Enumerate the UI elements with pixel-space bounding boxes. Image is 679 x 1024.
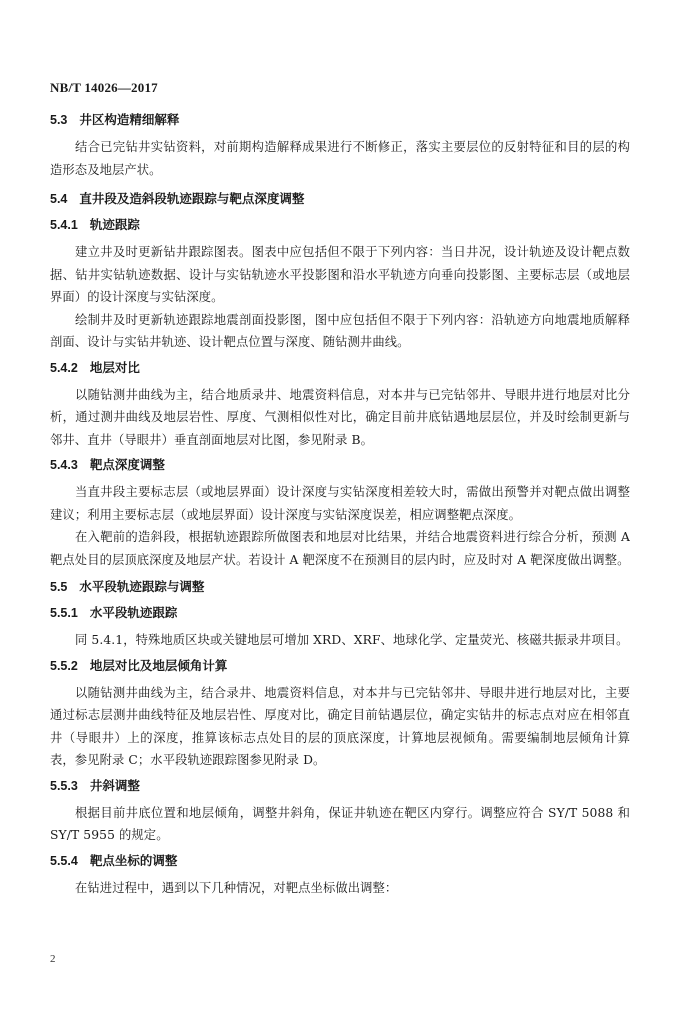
page-number: 2 — [50, 953, 56, 965]
page-content — [50, 110, 630, 899]
section-heading-5-4-1 — [50, 217, 630, 233]
standard-code: NB/T 14026—2017 — [50, 80, 158, 95]
section-title: 水平段轨迹跟踪 — [89, 605, 178, 620]
section-title: 靶点深度调整 — [89, 457, 165, 472]
section-heading-5-5-1 — [50, 605, 630, 621]
section-title: 地层对比及地层倾角计算 — [89, 657, 228, 673]
section-number: 5.3 — [50, 113, 68, 127]
section-number: 5.5.4 — [50, 853, 78, 868]
section-number: 5.4 — [50, 192, 68, 206]
section-number: 5.5 — [50, 580, 68, 594]
section-title: 井斜调整 — [89, 777, 140, 793]
section-number: 5.5.1 — [50, 606, 78, 620]
section-number: 5.4.1 — [50, 218, 78, 232]
section-heading-5-4-3 — [50, 457, 630, 473]
section-title: 直井段及造斜段轨迹跟踪与靶点深度调整 — [79, 191, 305, 206]
section-heading-5-5-3 — [50, 778, 630, 794]
section-heading-5-3 — [50, 112, 630, 128]
paragraph-5-5-4-1: 在钻进过程中，遇到以下几种情况，对靶点坐标做出调整： — [75, 880, 398, 895]
section-number: 5.4.3 — [50, 458, 78, 472]
section-title: 井区构造精细解释 — [79, 112, 180, 127]
section-number: 5.4.2 — [50, 360, 78, 375]
section-title: 轨迹跟踪 — [89, 217, 140, 232]
section-heading-5-5-4 — [50, 853, 630, 869]
section-number: 5.5.3 — [50, 778, 78, 793]
section-heading-5-5-2 — [50, 658, 630, 674]
section-title: 靶点坐标的调整 — [89, 852, 178, 868]
section-title: 水平段轨迹跟踪与调整 — [79, 579, 205, 594]
section-heading-5-5 — [50, 579, 630, 595]
paragraph-5-3-1: 结合已完钻井实钻资料，对前期构造解释成果进行不断修正，落实主要层位的反射特征和目的层的构造形态及地层产状。 — [50, 140, 630, 177]
paragraph-5-4-2-1: 以随钻测井曲线为主，结合地质录井、地震资料信息，对本井与已完钻邻井、导眼井进行地层对比分析，通过测井曲线及地层岩性、厚度、气测相似性对比，确定目前井底钻遇地层层位，并及时绘制更新与邻井、直井（导眼井）垂直剖面地层对比图，参见附录 B。 — [50, 387, 630, 447]
paragraph-5-4-3-2: 在入靶前的造斜段，根据轨迹跟踪所做图表和地层对比结果，并结合地震资料进行综合分析，预测 A 靶点处目的层顶底深度及地层产状。若设计 A 靶深度不在预测目的层内时，应及时对 A 靶深度做出调整。 — [50, 530, 630, 567]
section-heading-5-4 — [50, 191, 630, 207]
paragraph-5-5-1-1: 同 5.4.1，特殊地质区块或关键地层可增加 XRD、XRF、地球化学、定量荧光、核磁共振录井项目。 — [75, 633, 629, 647]
paragraph-5-5-3-1: 根据目前井底位置和地层倾角，调整井斜角，保证井轨迹在靶区内穿行。调整应符合 SY/T 5088 和 SY/T 5955 的规定。 — [50, 805, 630, 842]
section-heading-5-4-2 — [50, 360, 630, 376]
section-number: 5.5.2 — [50, 658, 78, 673]
paragraph-5-5-2-1: 以随钻测井曲线为主，结合录井、地震资料信息，对本井与已完钻邻井、导眼井进行地层对比，主要通过标志层测井曲线特征及地层岩性、厚度对比，确定目前钻遇层位，确定实钻井的标志点对应在相邻直井（导眼井）上的深度，推算该标志点处目的层的顶底深度，计算地层视倾角。需要编制地层倾角计算表，参见附录 C；水平段轨迹跟踪图参见附录 D。 — [50, 685, 630, 767]
paragraph-5-4-1-1: 建立井及时更新钻井跟踪图表。图表中应包括但不限于下列内容：当日井况，设计轨迹及设计靶点数据、钻井实钻轨迹数据、设计与实钻轨迹水平投影图和沿水平轨迹方向垂向投影图、主要标志层（或地层界面）的设计深度与实钻深度。 — [50, 245, 630, 304]
paragraph-5-4-3-1: 当直井段主要标志层（或地层界面）设计深度与实钻深度相差较大时，需做出预警并对靶点做出调整建议；利用主要标志层（或地层界面）设计深度与实钻深度误差，相应调整靶点深度。 — [50, 485, 630, 522]
paragraph-5-4-1-2: 绘制井及时更新轨迹跟踪地震剖面投影图，图中应包括但不限于下列内容：沿轨迹方向地震地质解释剖面、设计与实钻井轨迹、设计靶点位置与深度、随钻测井曲线。 — [50, 312, 630, 349]
section-title: 地层对比 — [89, 359, 140, 375]
